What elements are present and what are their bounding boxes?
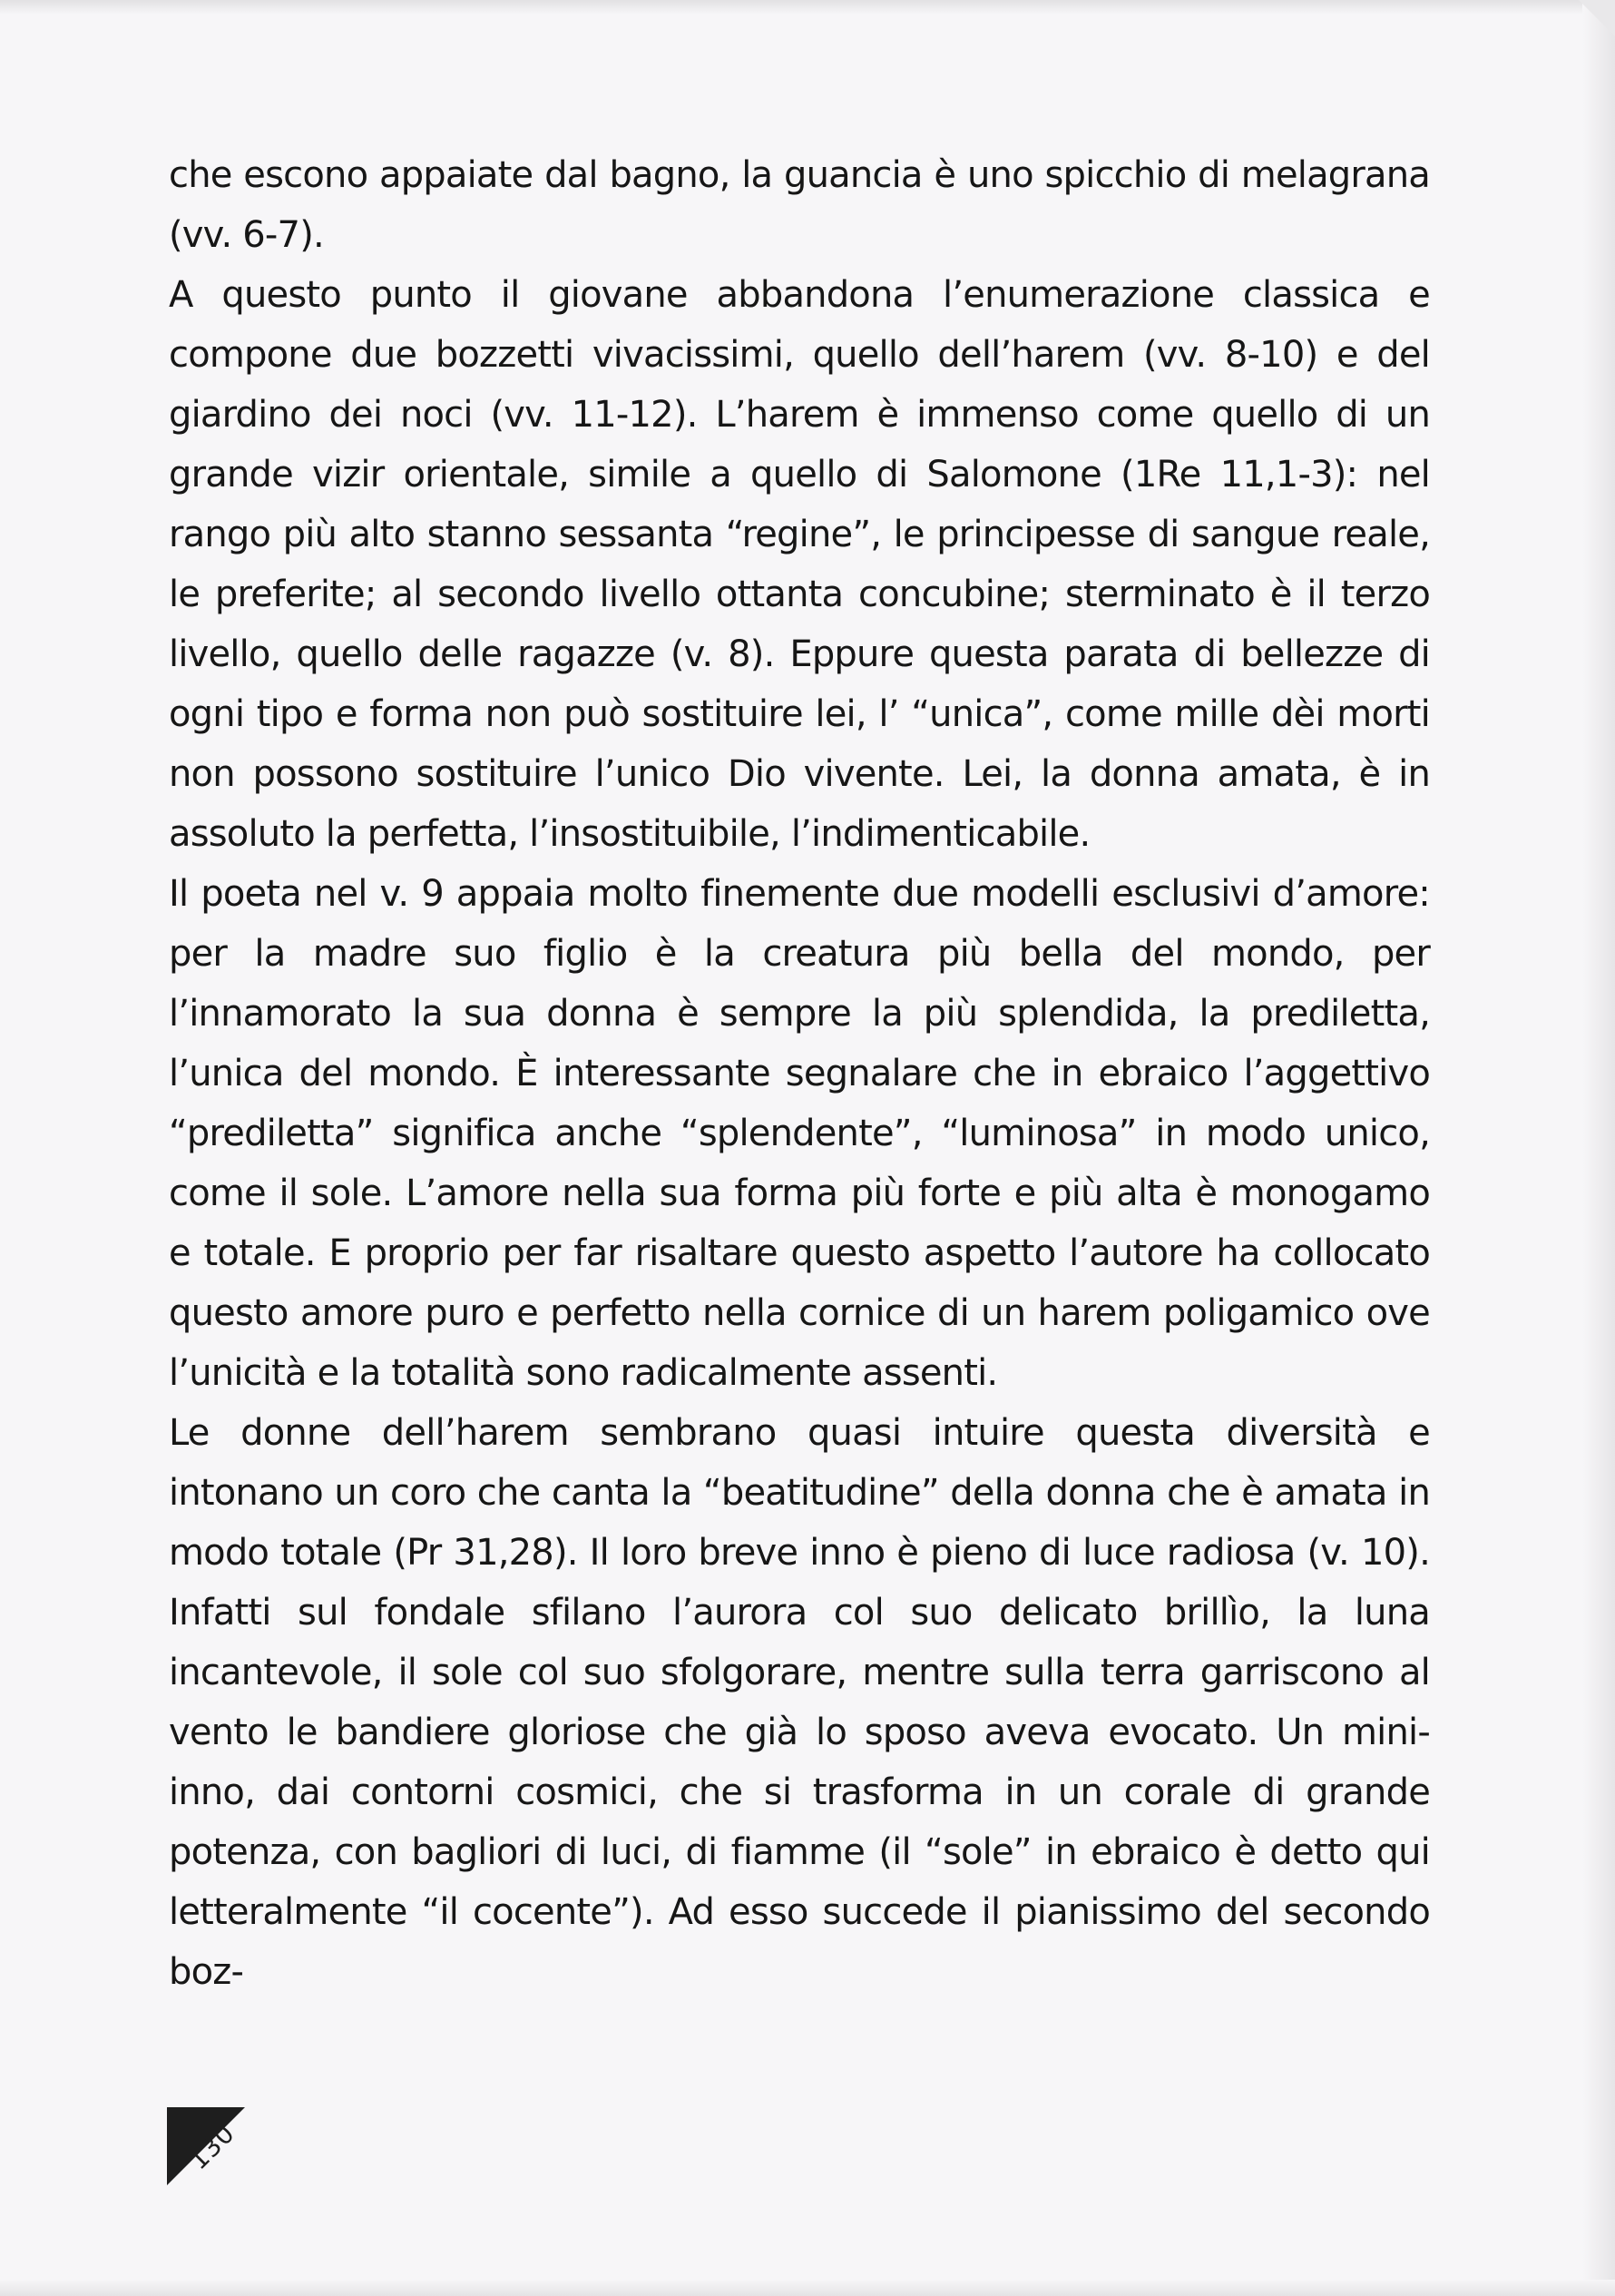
page-number: 130: [183, 2118, 241, 2176]
scan-right-edge: [1582, 0, 1615, 2296]
paragraph-2: A questo punto il giovane abbandona l’enumerazione classica e compone due bozzetti vivacissimi, quello dell’harem (vv. 8-10) e del giardino dei noci (vv. 11-12). L’harem è immenso come quello di un grande vizir orientale, simile a quello di Salomone (1Re 11,1-3): nel rango più alto stanno sessanta “regine”, le principesse di sangue reale, le preferite; al secondo livello ottanta concubine; sterminato è il terzo livello, quello delle ragazze (v. 8). Eppure questa parata di bellezze di ogni tipo e forma non può sostituire lei, l’ “unica”, come mille dèi morti non possono sostituire l’unico Dio vivente. Lei, la donna amata, è in assoluto la perfetta, l’insostituibile, l’indimenticabile.: [169, 274, 1430, 855]
paragraph-1: che escono appaiate dal bagno, la guancia è uno spicchio di melagrana (vv. 6-7).: [169, 154, 1430, 256]
scan-top-edge: [0, 0, 1615, 15]
corner-fold: [1579, 0, 1615, 36]
page-number-marker: [167, 2107, 258, 2198]
scan-bottom-edge: [0, 2280, 1615, 2296]
paragraph-4: Le donne dell’harem sembrano quasi intuire questa diversità e intonano un coro che canta la “beatitudine” della donna che è amata in modo totale (Pr 31,28). Il loro breve inno è pieno di luce radiosa (v. 10). Infatti sul fondale sfilano l’aurora col suo delicato brillìo, la luna incantevole, il sole col suo sfolgorare, mentre sulla terra garriscono al vento le bandiere gloriose che già lo sposo aveva evocato. Un mini-inno, dai contorni cosmici, che si trasforma in un corale di grande potenza, con bagliori di luci, di fiamme (il “sole” in ebraico è detto qui letteralmente “il cocente”). Ad esso succede il pianissimo del secondo boz-: [169, 1412, 1430, 1993]
page-body: [169, 145, 1430, 2002]
paragraph-3: Il poeta nel v. 9 appaia molto finemente due modelli esclusivi d’amore: per la madre suo figlio è la creatura più bella del mondo, per l’innamorato la sua donna è sempre la più splendida, la prediletta, l’unica del mondo. È interessante segnalare che in ebraico l’aggettivo “prediletta” significa anche “splendente”, “luminosa” in modo unico, come il sole. L’amore nella sua forma più forte e più alta è monogamo e totale. E proprio per far risaltare questo aspetto l’autore ha collocato questo amore puro e perfetto nella cornice di un harem poligamico ove l’unicità e la totalità sono radicalmente assenti.: [169, 873, 1430, 1394]
body-text: [169, 145, 1430, 2002]
